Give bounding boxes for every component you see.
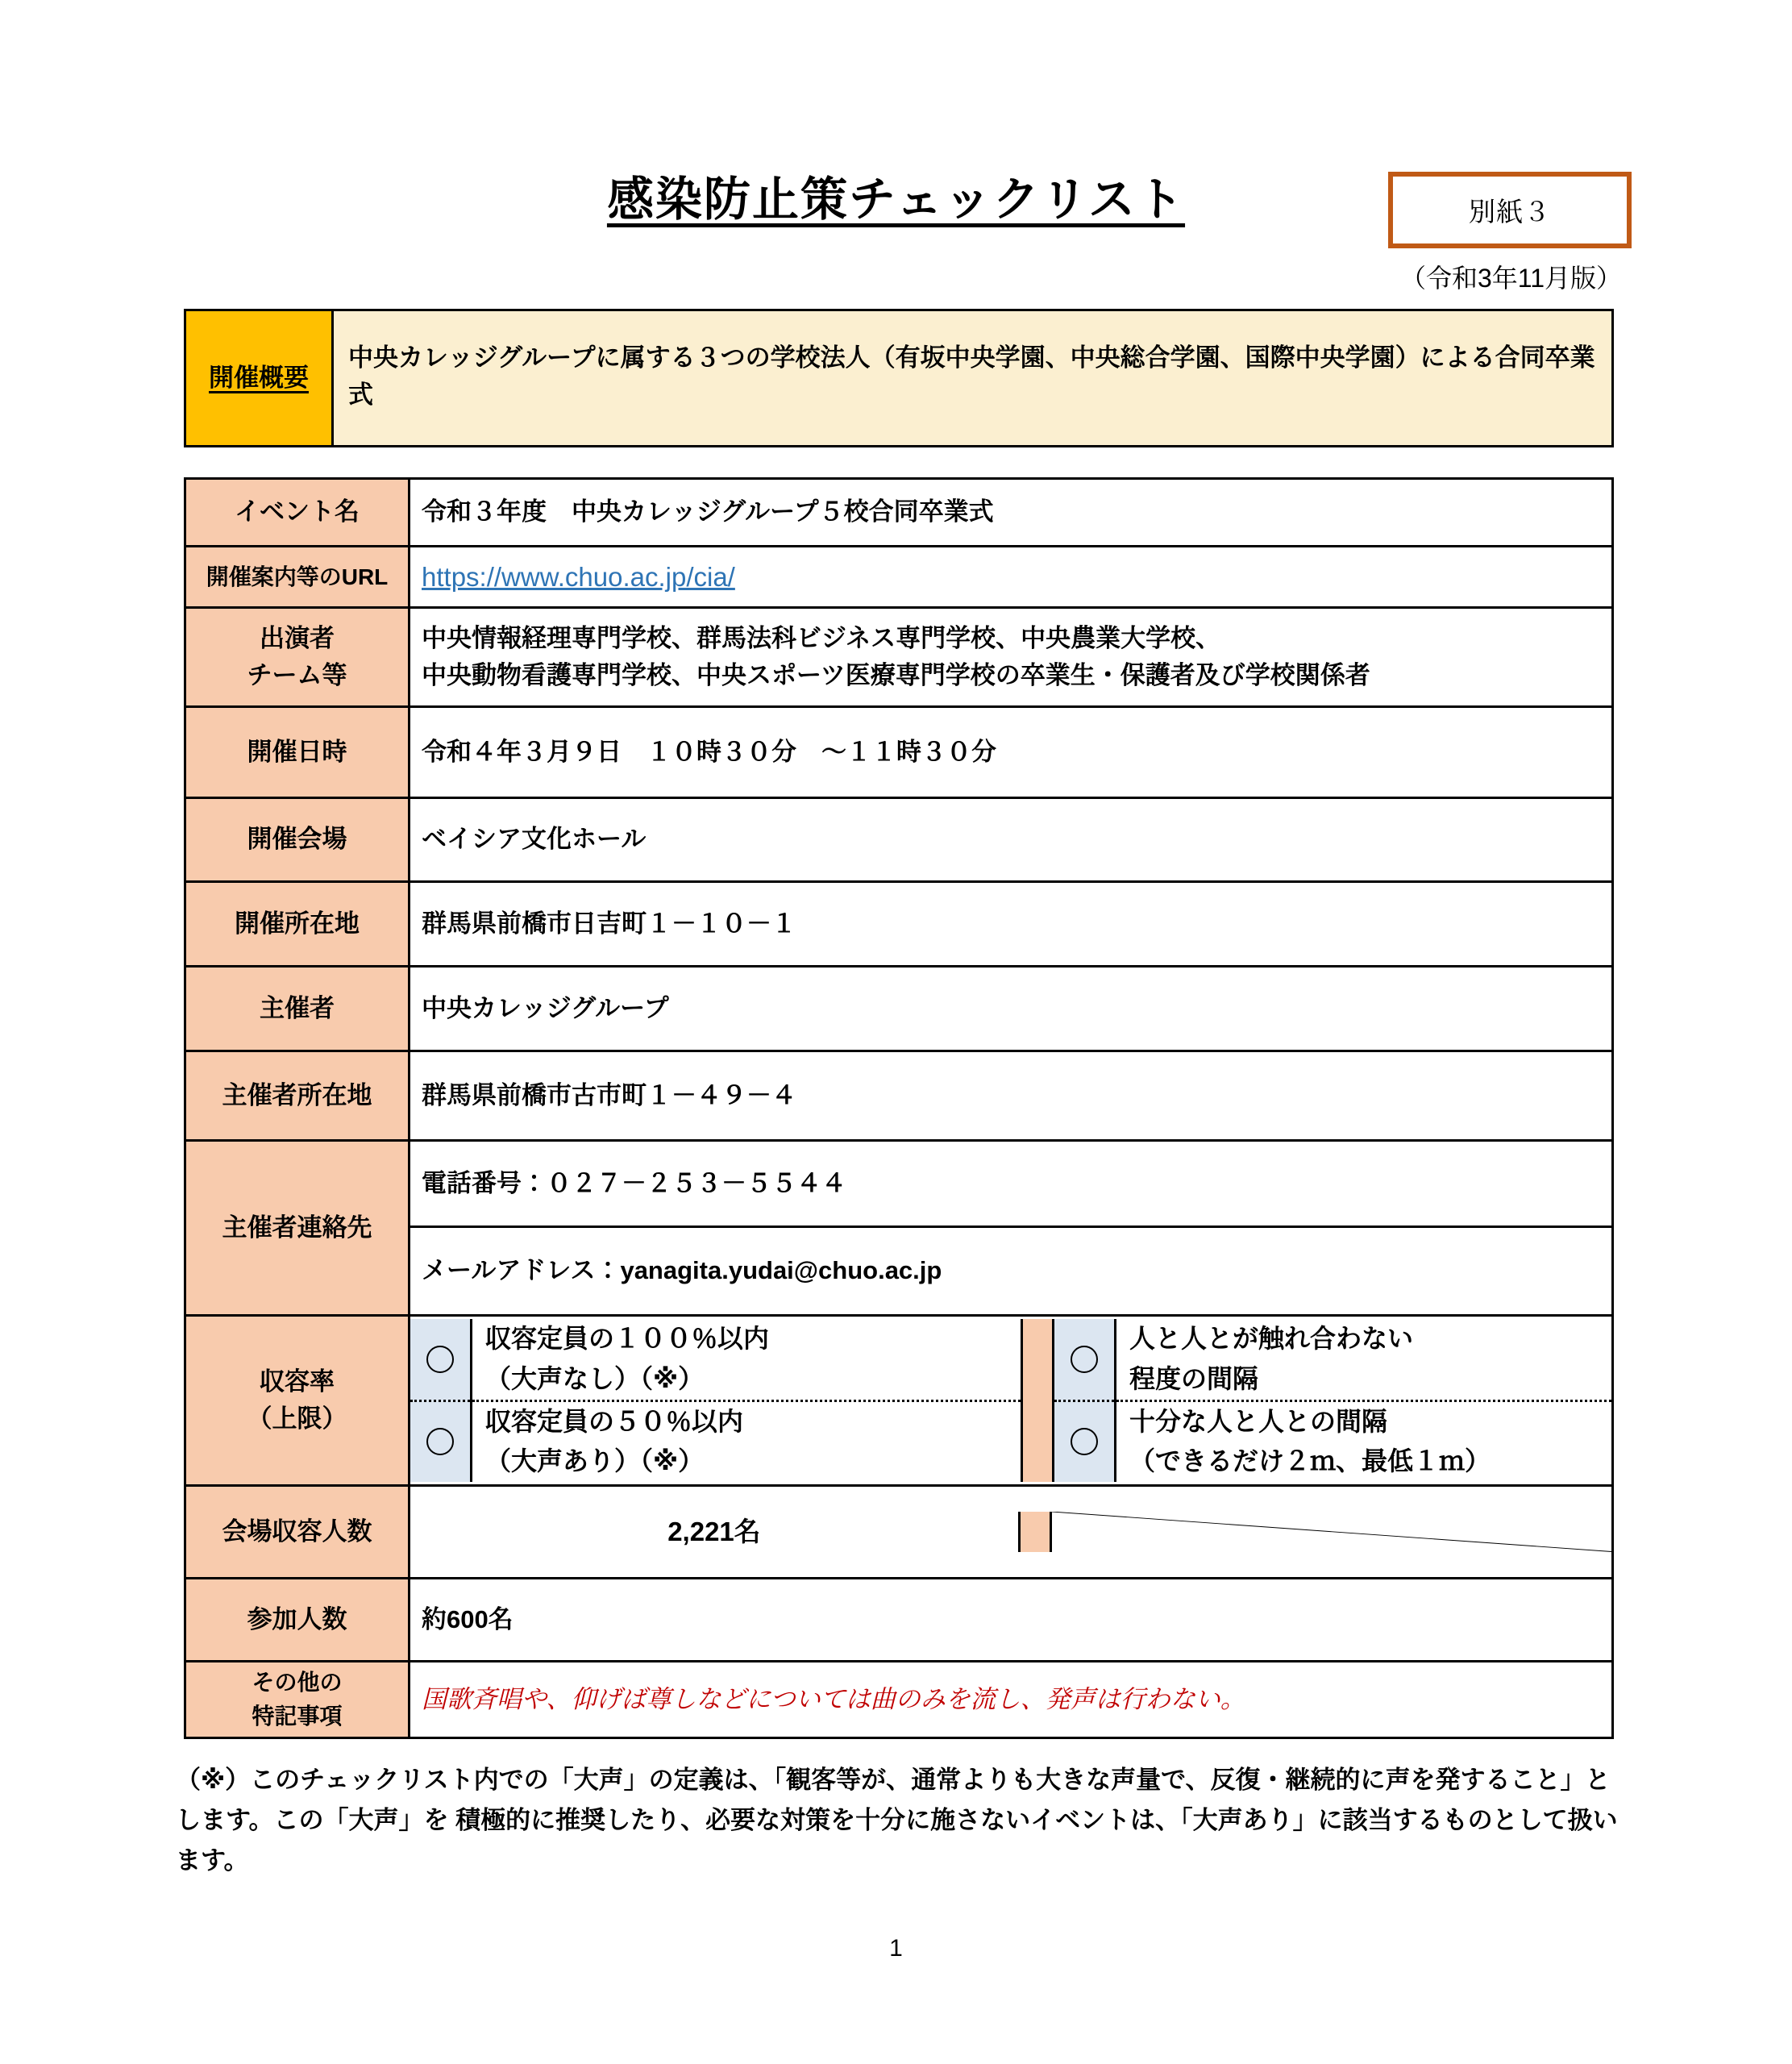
right-option1-radio[interactable] (1054, 1319, 1114, 1401)
left-option1-line1: 収容定員の１００％以内 (485, 1324, 770, 1354)
circle-icon (426, 1428, 454, 1455)
label-text: 開催日時 (247, 737, 347, 766)
table-row (185, 882, 1613, 967)
table-row (185, 608, 1613, 707)
row-value-attendance (410, 1579, 1613, 1662)
table-row (185, 1662, 1613, 1738)
value-text-line1: 中央情報経理専門学校、群馬法科ビジネス専門学校、中央農業大学校、 (422, 623, 1221, 652)
row-value-venue (410, 798, 1613, 882)
capacity-options-wrapper (410, 1319, 1611, 1481)
summary-label: 開催概要 (209, 363, 309, 392)
row-value-organizer (410, 967, 1613, 1051)
table-row (185, 547, 1613, 608)
label-text: 会場収容人数 (222, 1517, 372, 1546)
value-text: メールアドレス：yanagita.yudai@chuo.ac.jp (422, 1256, 942, 1285)
table-row (185, 1579, 1613, 1662)
right-option1-line1: 人と人とが触れ合わない (1129, 1324, 1414, 1354)
table-row (185, 798, 1613, 882)
summary-body-cell (333, 310, 1613, 447)
row-label-capacity-rate (185, 1316, 410, 1486)
venue-capacity-separator-column (1021, 1512, 1052, 1552)
besshi-badge (1388, 172, 1632, 248)
right-option-text-column (1116, 1319, 1611, 1481)
label-text-line1: 収容率 (260, 1367, 335, 1396)
label-text-line2: チーム等 (247, 661, 347, 689)
row-value-url (410, 547, 1613, 608)
row-label-organizer-address (185, 1051, 410, 1141)
left-option2-line1: 収容定員の５０％以内 (485, 1406, 744, 1436)
row-label-performers (185, 608, 410, 707)
label-text: 開催会場 (247, 825, 347, 854)
label-text: 主催者連絡先 (222, 1213, 372, 1242)
circle-icon (1071, 1346, 1098, 1373)
row-label-datetime (185, 707, 410, 798)
diagonal-strike-icon (1052, 1512, 1611, 1552)
value-text: 令和３年度 中央カレッジグループ５校合同卒業式 (422, 497, 994, 526)
page-title: 感染防止策チェックリスト (606, 173, 1186, 226)
capacity-separator-column (1023, 1319, 1054, 1481)
row-label-organizer (185, 967, 410, 1051)
row-label-venue-capacity (185, 1486, 410, 1579)
left-option2-line2: （大声あり）（※） (485, 1446, 705, 1476)
right-option1-line2: 程度の間隔 (1129, 1363, 1259, 1393)
left-option-text-column (472, 1319, 1023, 1481)
summary-table (184, 309, 1614, 447)
venue-capacity-value-cell (410, 1512, 1021, 1552)
row-value-capacity-rate (410, 1316, 1613, 1486)
row-value-organizer-address (410, 1051, 1613, 1141)
label-text: 参加人数 (247, 1604, 347, 1633)
value-text: 群馬県前橋市古市町１－４９－４ (422, 1080, 796, 1109)
row-label-venue (185, 798, 410, 882)
value-text: 群馬県前橋市日吉町１－１０－１ (422, 909, 796, 938)
summary-body: 中央カレッジグループに属する３つの学校法人（有坂中央学園、中央総合学園、国際中央学園）による合同卒業式 (348, 343, 1595, 409)
value-text: 2,221名 (667, 1517, 761, 1547)
row-value-event-name (410, 479, 1613, 547)
right-option1-label (1116, 1319, 1611, 1401)
left-option1-line2: （大声なし）（※） (485, 1363, 705, 1393)
value-text: 電話番号：０２７－２５３－５５４４ (422, 1168, 846, 1197)
label-text-line1: その他の (252, 1670, 343, 1695)
table-row (185, 1051, 1613, 1141)
row-value-venue-address (410, 882, 1613, 967)
label-text: 主催者 (260, 993, 335, 1022)
page-number: 1 (889, 1935, 903, 1962)
left-option2-label (472, 1402, 1021, 1482)
value-text: ベイシア文化ホール (422, 825, 647, 854)
row-label-other-notes (185, 1662, 410, 1738)
right-option2-line1: 十分な人と人との間隔 (1129, 1406, 1388, 1436)
left-marker-column (410, 1319, 472, 1481)
table-row (185, 479, 1613, 547)
label-text: 主催者所在地 (222, 1080, 372, 1109)
besshi-label: 別紙３ (1469, 197, 1551, 227)
label-text: イベント名 (235, 497, 360, 526)
table-row (185, 967, 1613, 1051)
label-text: 開催所在地 (235, 909, 360, 938)
row-value-other-notes (410, 1662, 1613, 1738)
left-option2-radio[interactable] (410, 1402, 470, 1482)
venue-capacity-struck-cell (1052, 1512, 1611, 1552)
circle-icon (426, 1346, 454, 1373)
summary-label-cell (185, 310, 333, 447)
table-row (185, 1141, 1613, 1227)
right-option2-line2: （できるだけ２ｍ、最低１ｍ） (1129, 1446, 1491, 1476)
label-text-line2: 特記事項 (252, 1704, 343, 1729)
table-row (185, 1486, 1613, 1579)
row-value-contact-email (410, 1227, 1613, 1316)
footnote: （※）このチェックリスト内での「大声」の定義は、「観客等が、通常よりも大きな声量で、反復・継続的に声を発すること」とします。この「大声」を 積極的に推奨したり、必要な対策を十分に施さないイベントは、「大声あり」に該当するものとして扱います。 (176, 1766, 1618, 1875)
other-notes-text: 国歌斉唱や、仰げば尊しなどについては曲のみを流し、発声は行わない。 (422, 1684, 1245, 1713)
value-text: 令和４年３月９日 １０時３０分 ～１１時３０分 (422, 737, 996, 766)
table-row (185, 310, 1613, 447)
label-text-line1: 出演者 (260, 623, 335, 652)
value-text: 約600名 (422, 1604, 513, 1633)
value-text: 中央カレッジグループ (422, 993, 669, 1022)
right-marker-column (1054, 1319, 1116, 1481)
version-note: （令和3年11月版） (1399, 264, 1622, 293)
venue-capacity-wrapper (410, 1512, 1611, 1552)
left-option1-label (472, 1319, 1021, 1401)
row-value-datetime (410, 707, 1613, 798)
table-row (185, 1316, 1613, 1486)
row-label-venue-address (185, 882, 410, 967)
label-text: 開催案内等のURL (206, 564, 389, 589)
row-label-attendance (185, 1579, 410, 1662)
row-value-performers (410, 608, 1613, 707)
row-label-url (185, 547, 410, 608)
row-label-contact (185, 1141, 410, 1316)
main-table (184, 477, 1614, 1739)
row-value-contact-phone (410, 1141, 1613, 1227)
value-text-line2: 中央動物看護専門学校、中央スポーツ医療専門学校の卒業生・保護者及び学校関係者 (422, 661, 1370, 689)
right-option2-radio[interactable] (1054, 1402, 1114, 1482)
table-row (185, 707, 1613, 798)
circle-icon (1071, 1428, 1098, 1455)
label-text-line2: （上限） (247, 1404, 347, 1433)
row-label-event-name (185, 479, 410, 547)
left-option1-radio[interactable] (410, 1319, 470, 1401)
right-option2-label (1116, 1402, 1611, 1482)
row-value-venue-capacity (410, 1486, 1613, 1579)
event-url-link[interactable]: https://www.chuo.ac.jp/cia/ (422, 561, 735, 592)
